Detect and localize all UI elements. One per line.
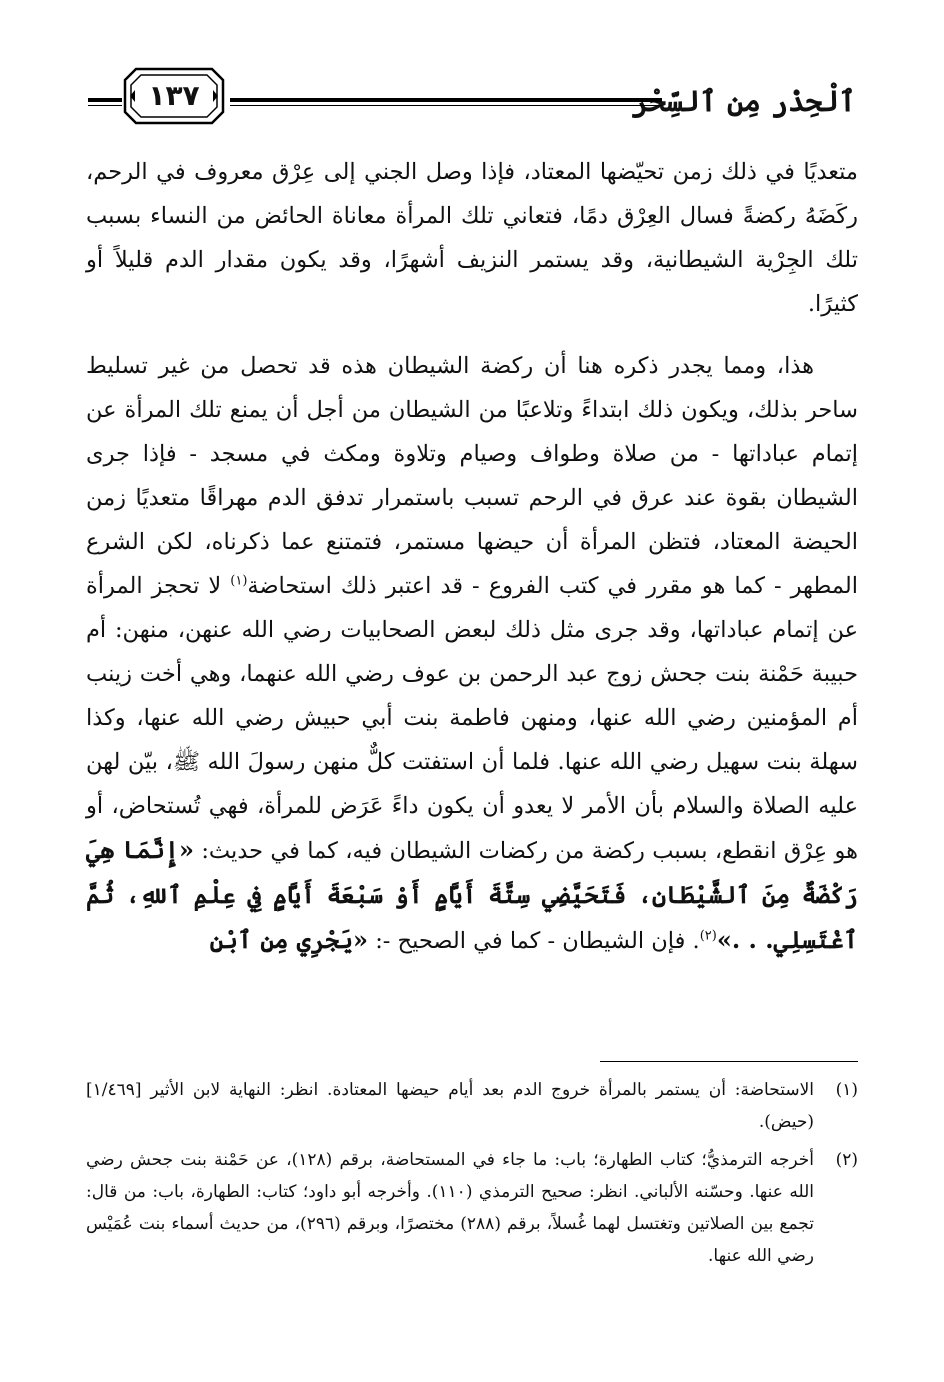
footnote-number: (٢) xyxy=(835,1150,858,1170)
header-rule xyxy=(230,98,662,106)
hadith-quote: «إِنَّمَا هِيَ رَكْضَةٌ مِنَ ٱلشَّيْطَانِ، فَتَحَيَّضِي سِتَّةَ أَيَّامٍ أَوْ سَبْعَةَ أَيَّامٍ فِي عِلْمِ ٱللهِ، ثُمَّ ٱغْتَسِلِي. . .» xyxy=(86,835,858,954)
footnote-text: أخرجه الترمذيُّ؛ كتاب الطهارة؛ باب: ما جاء في المستحاضة، برقم (١٢٨)، عن حَمْنة بنت جحش رضي الله عنها. وحسّنه الألباني. انظر: صحيح الترمذي (١١٠). وأخرجه أبو داود؛ كتاب: الطهارة، باب: من قال: تجمع بين الصلاتين وتغتسل لهما غُسلاً، برقم (٢٨٨) مختصرًا، وبرقم (٢٩٦)، من حديث أسماء بنت عُمَيْس رضي الله عنها. xyxy=(86,1150,815,1266)
footnote-separator xyxy=(600,1061,858,1062)
paragraph: متعديًا في ذلك زمن تحيّضها المعتاد، فإذا وصل الجني إلى عِرْق معروف في الرحم، ركَضَهُ ركضةً فسال العِرْق دمًا، فتعاني تلك المرأة معاناة الحائض من النساء بسبب تلك الجِرْية الشيطانية، وقد يستمر النزيف أشهرًا، وقد يكون مقدار الدم قليلاً أو كثيرًا. xyxy=(86,159,858,317)
page-number-badge xyxy=(122,66,226,126)
paragraph xyxy=(86,344,858,963)
paragraph-text: هذا، ومما يجدر ذكره هنا أن ركضة الشيطان هذه قد تحصل من غير تسليط ساحر بذلك، ويكون ذلك ابتداءً وتلاعبًا من الشيطان من أجل أن يمنع تلك المرأة عن إتمام عباداتها - من صلاة وطواف وصيام وتلاوة ومكث في مسجد - فإذا جرى الشيطان بقوة عند عرق في الرحم تسبب باستمرار تدفق الدم مهراقًا متعديًا زمن الحيضة المعتاد، فتظن المرأة أن حيضها مستمر، فتمتنع عما ذكرناه، لكن الشرع المطهر - كما هو مقرر في كتب الفروع - قد اعتبر ذلك استحاضة xyxy=(86,353,858,599)
paragraph-text: لا تحجز المرأة عن إتمام عباداتها، وقد جرى مثل ذلك لبعض الصحابيات رضي الله عنهن، منهن: أم حبيبة حَمْنة بنت جحش زوج عبد الرحمن بن عوف رضي الله عنهما، وهي أخت زينب أم المؤمنين رضي الله عنها، ومنهن فاطمة بنت أبي حبيش رضي الله عنها، وكذا سهلة بنت سهيل رضي الله عنها. فلما أن استفتت كلٌّ منهن رسولَ الله ﷺ، بيّن لهن عليه الصلاة والسلام بأن الأمر لا يعدو أن يكون داءً عَرَض للمرأة، فهي تُستحاض، أو هو عِرْق انقطع، بسبب ركضة من ركضات الشيطان فيه، كما في حديث: xyxy=(86,573,858,864)
footnote-number: (١) xyxy=(835,1080,858,1100)
footnote-text: الاستحاضة: أن يستمر بالمرأة خروج الدم بعد أيام حيضها المعتادة. انظر: النهاية لابن الأثير [١/٤٦٩] (حيض). xyxy=(86,1080,814,1132)
footnote-ref-1[interactable]: (١) xyxy=(230,573,248,589)
footnote-1 xyxy=(86,1074,858,1138)
footnote-ref-2[interactable]: (٢) xyxy=(699,928,717,944)
header-rule-short xyxy=(88,98,122,106)
footnote-2 xyxy=(86,1144,858,1272)
running-header-title: ٱلْحِذْر مِن ٱلسِّحْر xyxy=(631,84,856,118)
footnotes xyxy=(86,1074,858,1278)
page-number: ١٣٧ xyxy=(148,79,200,112)
body-text xyxy=(86,150,858,963)
paragraph-text: . فإن الشيطان - كما في الصحيح -: xyxy=(368,928,700,954)
hadith-quote: «يَجْرِي مِنِ ٱبْنِ xyxy=(209,925,369,954)
